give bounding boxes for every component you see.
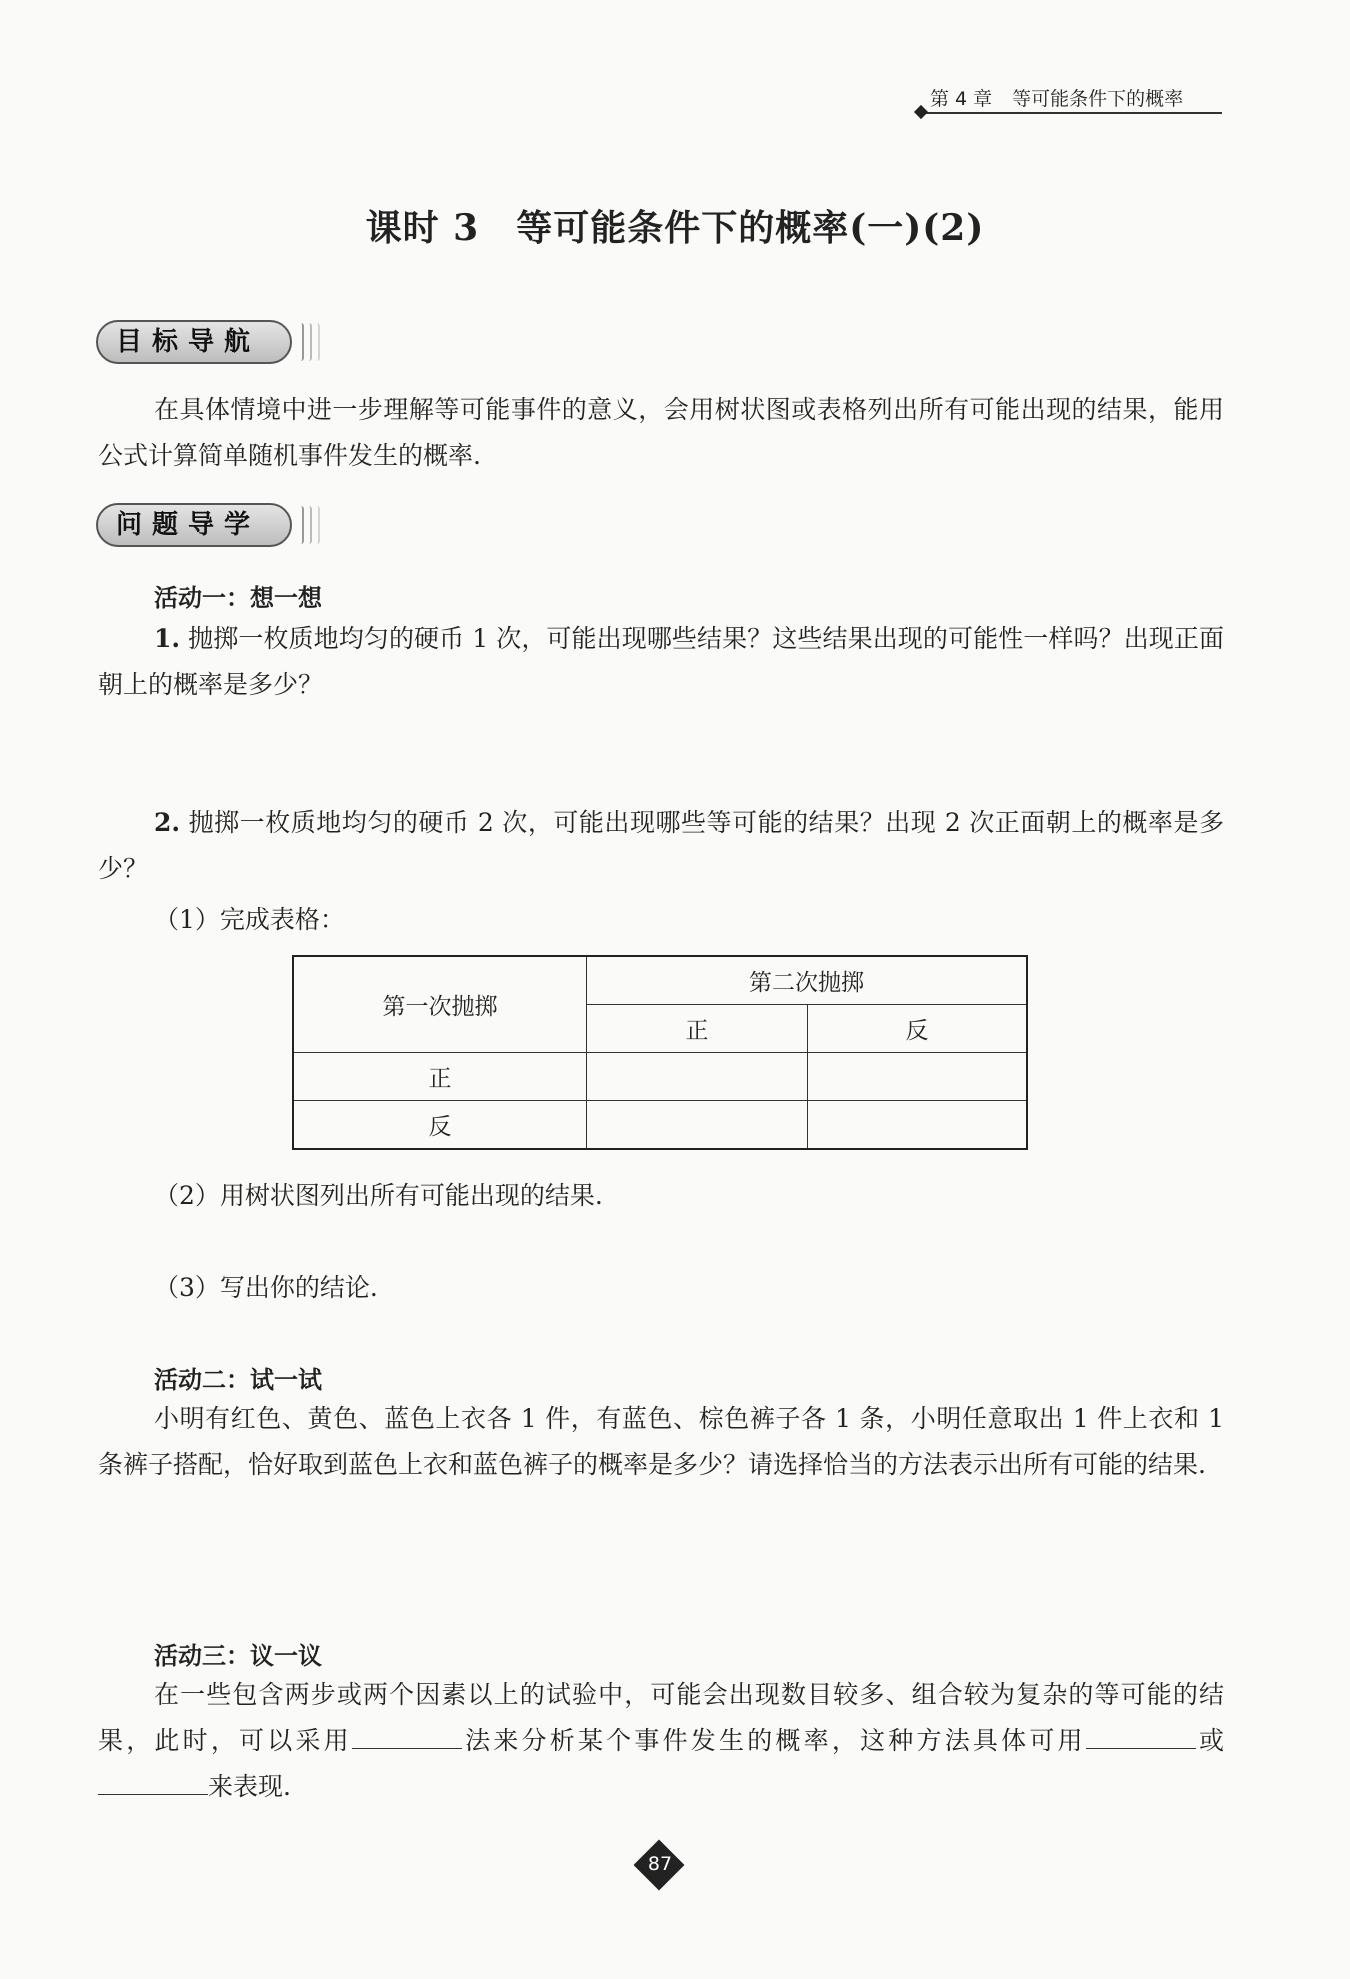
col-label-cell: 正	[587, 1005, 808, 1053]
page-number-text: 87	[647, 1853, 673, 1875]
badge-stripe	[312, 323, 320, 361]
sub-question-1: （1）完成表格：	[154, 905, 345, 934]
sub-question-2: （2）用树状图列出所有可能出现的结果.	[154, 1181, 603, 1210]
sub-question-3: （3）写出你的结论.	[154, 1273, 378, 1302]
question-2-number: 2.	[154, 808, 181, 837]
row-label-cell: 反	[293, 1101, 587, 1150]
chapter-title: 等可能条件下的概率	[1012, 88, 1184, 110]
lesson-title: 课时 3 等可能条件下的概率(一)(2)	[365, 207, 985, 249]
badge-stripe	[312, 506, 320, 544]
activity2-heading: 活动二：试一试	[154, 1366, 322, 1394]
col-label-cell: 反	[808, 1005, 1028, 1053]
activity3-text-d: 来表现.	[208, 1772, 291, 1801]
header-rule	[922, 112, 1222, 114]
problem-badge	[96, 503, 316, 549]
badge-stripe	[304, 506, 312, 544]
badge-stripe	[304, 323, 312, 361]
activity3-text-c: 或	[1195, 1726, 1224, 1755]
activity3-text-b: 法来分析某个事件发生的概率，这种方法具体可用	[461, 1726, 1086, 1755]
question-1	[98, 616, 1224, 708]
activity2-text: 小明有红色、黄色、蓝色上衣各 1 件，有蓝色、棕色裤子各 1 条，小明任意取出 1 件上衣和 1 条裤子搭配，恰好取到蓝色上衣和蓝色裤子的概率是多少？请选择恰当的方法表示出所有可能的结果.	[98, 1404, 1224, 1479]
goal-badge-label: 目标导航	[96, 320, 292, 364]
badge-stripe	[296, 506, 304, 544]
badge-stripe	[296, 323, 304, 361]
answer-cell[interactable]	[587, 1101, 808, 1150]
fill-blank[interactable]	[1086, 1718, 1196, 1749]
row-header-cell: 第一次抛掷	[293, 956, 587, 1053]
running-header	[930, 84, 1222, 111]
answer-cell[interactable]	[587, 1053, 808, 1101]
diamond-icon	[914, 105, 928, 119]
col-header-cell: 第二次抛掷	[587, 956, 1028, 1005]
goal-text: 在具体情境中进一步理解等可能事件的意义，会用树状图或表格列出所有可能出现的结果，能用公式计算简单随机事件发生的概率.	[98, 395, 1224, 470]
fill-blank[interactable]	[98, 1764, 208, 1795]
answer-cell[interactable]	[808, 1101, 1028, 1150]
question-1-text: 抛掷一枚质地均匀的硬币 1 次，可能出现哪些结果？这些结果出现的可能性一样吗？出现正面朝上的概率是多少？	[98, 624, 1224, 699]
row-label-cell: 正	[293, 1053, 587, 1101]
fill-blank[interactable]	[352, 1718, 462, 1749]
page-number	[636, 1842, 684, 1890]
activity3-text	[98, 1672, 1224, 1810]
answer-cell[interactable]	[808, 1053, 1028, 1101]
goal-badge	[96, 320, 316, 366]
question-2	[98, 800, 1224, 892]
question-2-text: 抛掷一枚质地均匀的硬币 2 次，可能出现哪些等可能的结果？出现 2 次正面朝上的概率是多少？	[98, 808, 1224, 883]
result-table	[292, 955, 1028, 1150]
chapter-number: 第 4 章	[930, 88, 993, 110]
activity3-heading: 活动三：议一议	[154, 1642, 322, 1670]
activity3-text-a: 在一些包含两步或两个因素以上的试验中，可能会出现数目较多、组合较为复杂的等可能的结果，此时，可以采用	[98, 1680, 1224, 1755]
activity1-heading: 活动一：想一想	[154, 584, 322, 612]
question-1-number: 1.	[154, 624, 181, 653]
problem-badge-label: 问题导学	[96, 503, 292, 547]
